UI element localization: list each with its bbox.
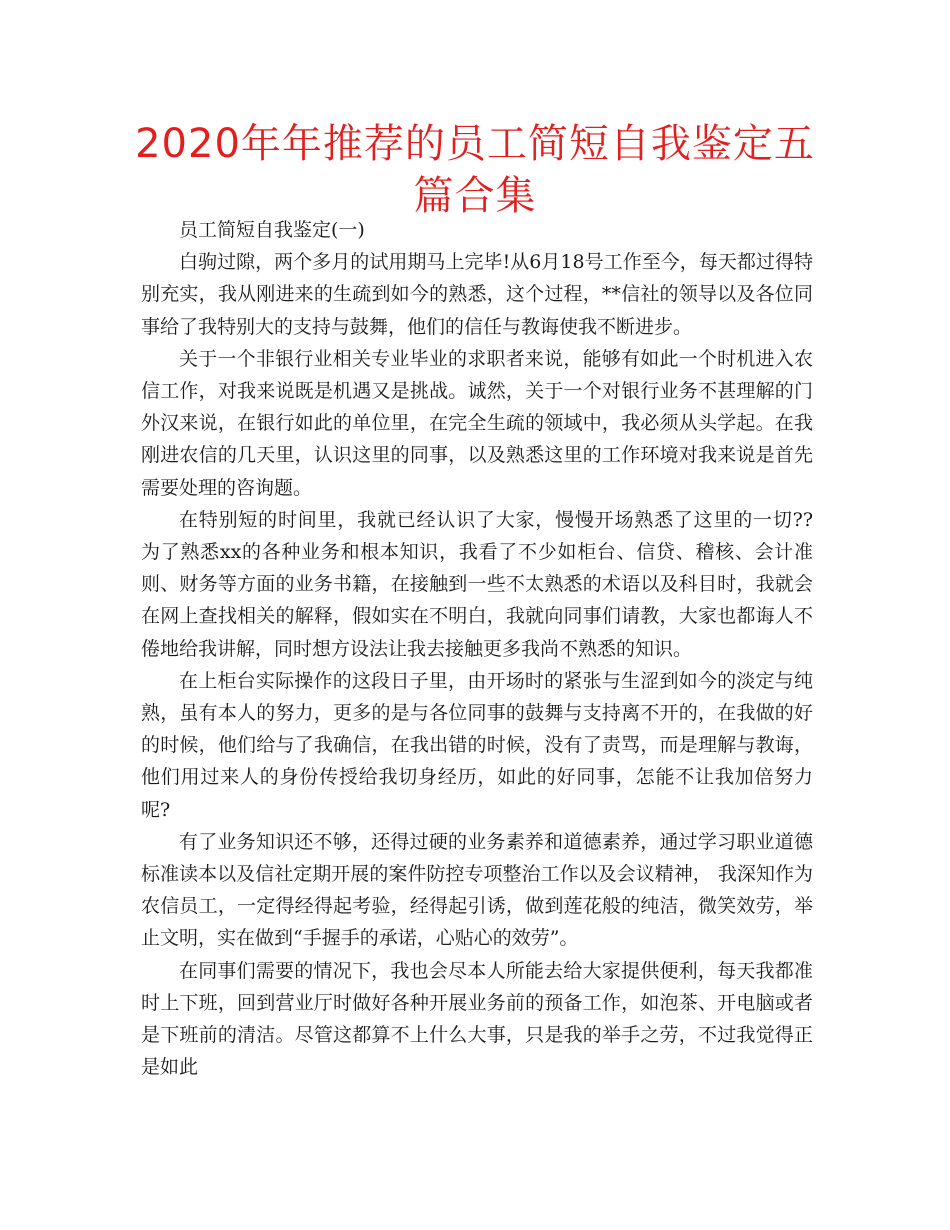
section-heading: 员工简短自我鉴定(一) (179, 219, 365, 241)
paragraph: 在上柜台实际操作的这段日子里，由开场时的紧张与生涩到如今的淡定与纯熟，虽有本人的努力，更多的是与各位同事的鼓舞与支持离不开的，在我做的好的时候，他们给与了我确信，在我出错的时候，没有了责骂，而是理解与教诲，他们用过来人的身份传授给我切身经历，如此的好同事，怎能不让我加倍努力呢? (141, 669, 813, 821)
paragraph: 在同事们需要的情况下，我也会尽本人所能去给大家提供便利，每天我都准时上下班，回到营业厅时做好各种开展业务前的预备工作，如泡茶、开电脑或者是下班前的清洁。尽管这都算不上什么大事，只是我的举手之劳，不过我觉得正是如此 (141, 959, 813, 1079)
paragraph: 在特别短的时间里，我就已经认识了大家，慢慢开场熟悉了这里的一切?? 为了熟悉xx的各种业务和根本知识，我看了不少如柜台、信贷、稽核、会计准则、财务等方面的业务书籍，在接触到一些不太熟悉的术语以及科目时，我就会在网上查找相关的解释，假如实在不明白，我就向同事们请教，大家也都诲人不倦地给我讲解，同时想方设法让我去接触更多我尚不熟悉的知识。 (141, 508, 813, 660)
paragraph: 关于一个非银行业相关专业毕业的求职者来说，能够有如此一个时机进入农信工作，对我来说既是机遇又是挑战。诚然，关于一个对银行业务不甚理解的门外汉来说，在银行如此的单位里，在完全生疏的领域中，我必须从头学起。在我刚进农信的几天里，认识这里的同事，以及熟悉这里的工作环境对我来说是首先需要处理的咨询题。 (141, 347, 813, 499)
document-title: 2020年年推荐的员工简短自我鉴定五篇合集 (135, 121, 815, 219)
paragraph: 白驹过隙，两个多月的试用期马上完毕!从6月18号工作至今，每天都过得特别充实，我从刚进来的生疏到如今的熟悉，这个过程，**信社的领导以及各位同事给了我特别大的支持与鼓舞，他们的信任与教诲使我不断进步。 (141, 251, 813, 338)
paragraph: 有了业务知识还不够，还得过硬的业务素养和道德素养，通过学习职业道德标准读本以及信社定期开展的案件防控专项整治工作以及会议精神， 我深知作为农信员工，一定得经得起考验，经得起引诱，做到莲花般的纯洁，微笑效劳，举止文明，实在做到“手握手的承诺，心贴心的效劳”。 (141, 830, 813, 950)
document-body (141, 214, 813, 1083)
